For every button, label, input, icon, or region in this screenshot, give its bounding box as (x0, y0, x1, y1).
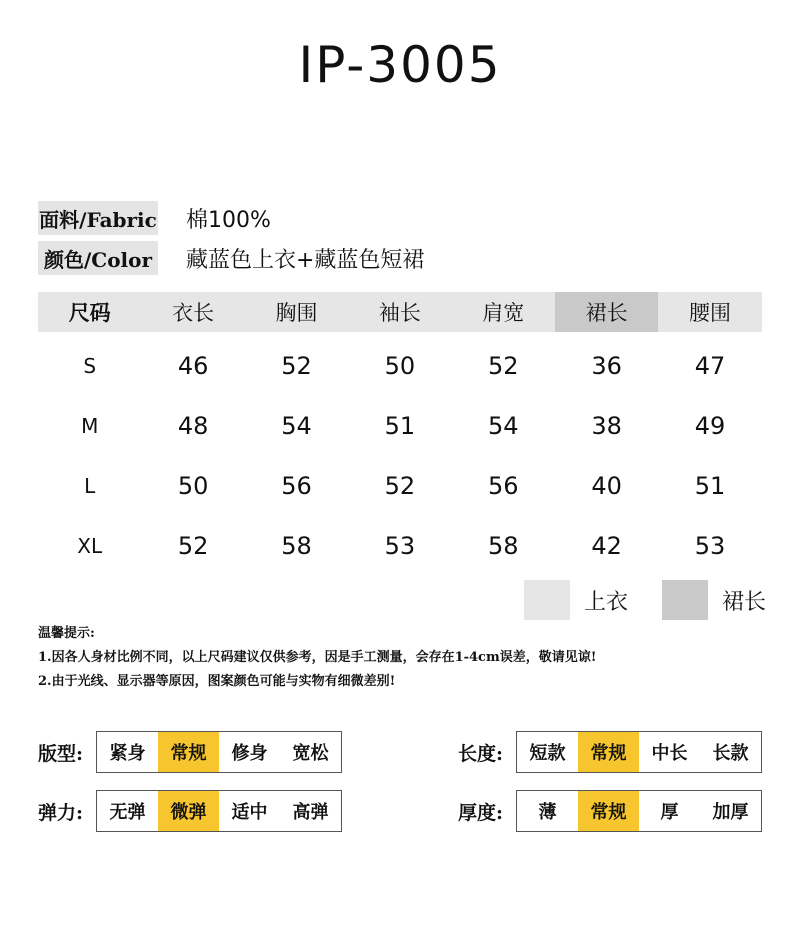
value-cell: 47 (694, 352, 726, 380)
header-chest: 胸围 (275, 301, 318, 325)
stretch-option: 高弹 (292, 802, 329, 823)
stretch-option: 适中 (231, 802, 268, 823)
legend-skirt-swatch (662, 580, 708, 620)
fabric-value: 棉100% (186, 207, 271, 233)
tips-heading: 温馨提示: (38, 626, 95, 641)
fabric-row (38, 201, 271, 235)
header-shoulder: 肩宽 (482, 301, 525, 325)
thickness-label: 厚度: (458, 801, 504, 824)
value-cell: 50 (384, 352, 416, 380)
header-waist: 腰围 (689, 301, 732, 325)
value-cell: 50 (177, 472, 209, 500)
length-option: 中长 (651, 743, 688, 764)
fit-attribute (38, 731, 342, 773)
value-cell: 58 (281, 532, 312, 560)
length-option-selected: 常规 (578, 732, 639, 772)
color-value: 藏蓝色上衣+藏蓝色短裙 (186, 247, 425, 273)
fit-option-selected: 常规 (158, 732, 219, 772)
value-cell: 56 (281, 472, 312, 500)
thickness-option: 薄 (538, 802, 557, 823)
product-title: IP-3005 (298, 36, 502, 94)
value-cell: 54 (487, 412, 519, 440)
value-cell: 52 (177, 532, 209, 560)
tips-block (38, 622, 596, 694)
value-cell: 52 (384, 472, 416, 500)
size-cell: M (81, 414, 99, 438)
legend-top-label: 上衣 (584, 589, 629, 615)
legend-skirt-label: 裙长 (722, 589, 767, 615)
fit-option: 紧身 (109, 743, 146, 764)
legend-top-swatch (524, 580, 570, 620)
tips-line-1: 1.因各人身材比例不同，以上尺码建议仅供参考，因是手工测量，会存在1-4cm误差，敬请见谅! (38, 650, 597, 665)
size-cell: XL (77, 534, 103, 558)
value-cell: 49 (694, 412, 726, 440)
stretch-option: 无弹 (109, 802, 146, 823)
value-cell: 38 (591, 412, 622, 440)
thickness-option-selected: 常规 (578, 791, 639, 831)
thickness-attribute (458, 790, 762, 832)
value-cell: 46 (177, 352, 209, 380)
header-garment-length: 衣长 (172, 301, 215, 325)
header-size: 尺码 (68, 300, 111, 325)
value-cell: 58 (487, 532, 519, 560)
thickness-option: 厚 (660, 802, 679, 823)
fit-label: 版型: (38, 742, 84, 765)
value-cell: 36 (591, 352, 622, 380)
tips-line-2: 2.由于光线、显示器等原因，图案颜色可能与实物有细微差别! (38, 674, 396, 689)
stretch-label: 弹力: (38, 801, 84, 824)
size-cell: S (83, 354, 97, 378)
thickness-option: 加厚 (712, 802, 749, 823)
value-cell: 56 (487, 472, 519, 500)
length-option: 短款 (529, 743, 566, 764)
table-row (38, 516, 762, 576)
table-row (38, 456, 762, 516)
table-row (38, 396, 762, 456)
size-cell: L (84, 474, 96, 498)
legend (524, 580, 766, 620)
value-cell: 53 (384, 532, 416, 560)
stretch-attribute (38, 790, 342, 832)
length-options (516, 731, 762, 773)
length-label: 长度: (458, 742, 504, 765)
value-cell: 51 (694, 472, 726, 500)
value-cell: 53 (694, 532, 726, 560)
value-cell: 40 (591, 472, 622, 500)
header-sleeve: 袖长 (378, 301, 421, 325)
size-table (38, 292, 762, 576)
table-row (38, 336, 762, 396)
fit-option: 修身 (231, 743, 268, 764)
size-table-header (38, 292, 762, 332)
thickness-options (516, 790, 762, 832)
stretch-option-selected: 微弹 (158, 791, 219, 831)
fit-options (96, 731, 342, 773)
fit-option: 宽松 (292, 743, 329, 764)
value-cell: 52 (487, 352, 519, 380)
value-cell: 54 (281, 412, 312, 440)
value-cell: 48 (177, 412, 209, 440)
stretch-options (96, 790, 342, 832)
color-row (38, 241, 424, 275)
value-cell: 42 (591, 532, 622, 560)
value-cell: 51 (384, 412, 416, 440)
color-label: 颜色/Color (38, 241, 158, 275)
header-skirt-length: 裙长 (555, 292, 658, 332)
length-option: 长款 (712, 743, 749, 764)
length-attribute (458, 731, 762, 773)
fabric-label: 面料/Fabric (38, 201, 158, 235)
value-cell: 52 (281, 352, 312, 380)
